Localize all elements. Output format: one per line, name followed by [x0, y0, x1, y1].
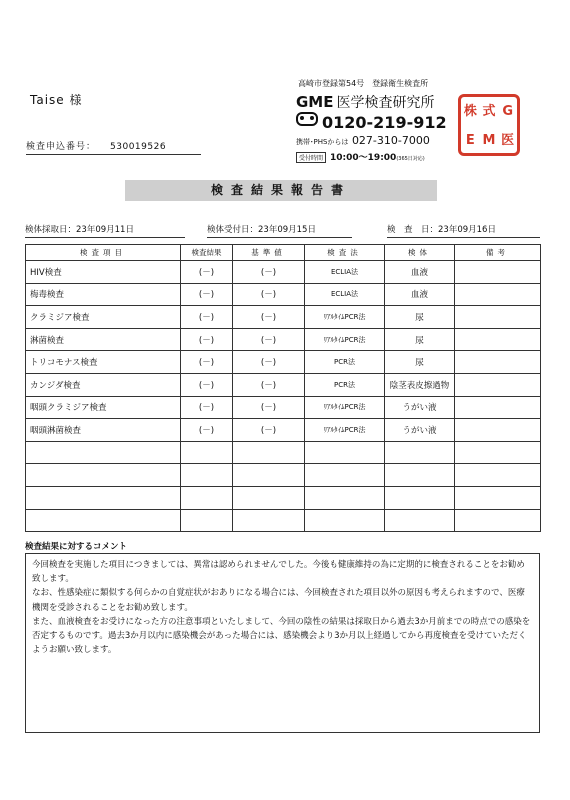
hours-time: 10:00～19:00: [330, 153, 397, 163]
table-row-empty: [26, 464, 541, 487]
cell-empty: [181, 464, 233, 487]
col-header-note: 備考: [455, 245, 541, 261]
table-header-row: [26, 245, 541, 261]
comment-paragraph: また、血液検査をお受けになった方の注意事項といたしまして、今回の陰性の結果は採取日から過去3か月前までの時点での感染を否定するものです。過去3か月以内に感染機会があった場合には、感染機会より3か月以上経過してから再度検査を受けていただくようお願い致します。: [32, 616, 531, 656]
cell-result: (－): [181, 283, 233, 306]
cell-result: (－): [181, 351, 233, 374]
date-tested: 検 査 日：23年09月16日: [387, 223, 540, 238]
cell-item: 咽頭淋菌検査: [26, 419, 181, 442]
lab-name-text: 医学検査研究所: [336, 95, 435, 111]
cell-item: HIV検査: [26, 261, 181, 284]
table-row: [26, 373, 541, 396]
cell-empty: [181, 509, 233, 532]
cell-specimen: 陰茎表皮擦過物: [385, 373, 455, 396]
seal-char: 医: [501, 133, 515, 148]
cell-note: [455, 328, 541, 351]
table-row: [26, 419, 541, 442]
cell-empty: [233, 509, 305, 532]
cell-item: 梅毒検査: [26, 283, 181, 306]
col-header-item: 検査項目: [26, 245, 181, 261]
cell-empty: [385, 509, 455, 532]
hours-note: (365日対応): [396, 156, 425, 162]
lab-mobile: [296, 134, 430, 147]
cell-note: [455, 351, 541, 374]
cell-empty: [233, 464, 305, 487]
cell-standard: (－): [233, 283, 305, 306]
seal-char: E: [465, 133, 475, 148]
cell-specimen: 血液: [385, 283, 455, 306]
col-header-method: 検査法: [305, 245, 385, 261]
cell-empty: [26, 464, 181, 487]
cell-item: クラミジア検査: [26, 306, 181, 329]
seal-char: 式: [482, 104, 496, 119]
cell-result: (－): [181, 419, 233, 442]
hours-tag: 受付時間: [296, 152, 326, 163]
cell-specimen: 尿: [385, 351, 455, 374]
cell-standard: (－): [233, 306, 305, 329]
cell-standard: (－): [233, 351, 305, 374]
cell-empty: [26, 486, 181, 509]
cell-note: [455, 306, 541, 329]
cell-empty: [455, 441, 541, 464]
table-row: [26, 328, 541, 351]
table-row: [26, 351, 541, 374]
cell-method: ﾘｱﾙﾀｲﾑPCR法: [305, 328, 385, 351]
lab-brand: GME: [296, 93, 334, 111]
lab-registration: 高崎市登録第54号 登録衛生検査所: [298, 79, 429, 88]
lab-mobile-label: 携帯･PHSからは: [296, 138, 349, 146]
lab-mobile-number: 027-310-7000: [351, 134, 430, 147]
company-seal: [458, 94, 520, 156]
cell-empty: [385, 441, 455, 464]
cell-note: [455, 261, 541, 284]
cell-empty: [181, 441, 233, 464]
comment-paragraph: なお、性感染症に類似する何らかの自覚症状がおありになる場合には、今回検査された項目以外の原因も考えられますので、医療機関を受診されることをお勧め致します。: [32, 588, 525, 613]
cell-empty: [305, 509, 385, 532]
cell-empty: [455, 486, 541, 509]
cell-empty: [455, 509, 541, 532]
cell-note: [455, 283, 541, 306]
table-row-empty: [26, 509, 541, 532]
cell-method: ﾘｱﾙﾀｲﾑPCR法: [305, 419, 385, 442]
cell-specimen: 尿: [385, 306, 455, 329]
cell-note: [455, 396, 541, 419]
cell-result: (－): [181, 328, 233, 351]
seal-char: M: [482, 133, 496, 148]
cell-standard: (－): [233, 261, 305, 284]
cell-item: カンジダ検査: [26, 373, 181, 396]
application-number-value: 530019526: [110, 142, 167, 152]
seal-char: G: [502, 104, 513, 119]
cell-specimen: うがい液: [385, 396, 455, 419]
table-row: [26, 261, 541, 284]
patient-name: Taise 様: [30, 93, 83, 107]
cell-empty: [233, 441, 305, 464]
cell-method: PCR法: [305, 373, 385, 396]
cell-empty: [26, 441, 181, 464]
col-header-specimen: 検体: [385, 245, 455, 261]
cell-item: 咽頭クラミジア検査: [26, 396, 181, 419]
table-row: [26, 396, 541, 419]
cell-empty: [305, 464, 385, 487]
cell-result: (－): [181, 396, 233, 419]
cell-empty: [385, 464, 455, 487]
cell-method: ﾘｱﾙﾀｲﾑPCR法: [305, 396, 385, 419]
cell-standard: (－): [233, 373, 305, 396]
cell-specimen: 尿: [385, 328, 455, 351]
lab-name: [296, 92, 435, 112]
cell-note: [455, 419, 541, 442]
col-header-result: 検査結果: [181, 245, 233, 261]
cell-empty: [305, 441, 385, 464]
lab-hours: [296, 150, 425, 163]
comment-paragraph: 今回検査を実施した項目につきましては、異常は認められませんでした。今後も健康維持の為に定期的に検査されることをお勧め致します。: [32, 560, 525, 585]
report-title: 検査結果報告書: [125, 180, 437, 201]
cell-empty: [305, 486, 385, 509]
table-row-empty: [26, 441, 541, 464]
cell-result: (－): [181, 261, 233, 284]
cell-result: (－): [181, 306, 233, 329]
cell-empty: [385, 486, 455, 509]
application-number-label: 検査申込番号：: [26, 142, 97, 152]
col-header-standard: 基準値: [233, 245, 305, 261]
cell-empty: [233, 486, 305, 509]
cell-method: ECLIA法: [305, 283, 385, 306]
application-number: [26, 139, 201, 155]
comment-title: 検査結果に対するコメント: [25, 542, 128, 552]
cell-method: ECLIA法: [305, 261, 385, 284]
cell-note: [455, 373, 541, 396]
table-row: [26, 306, 541, 329]
cell-specimen: うがい液: [385, 419, 455, 442]
lab-tel: [296, 112, 447, 132]
cell-standard: (－): [233, 396, 305, 419]
lab-tel-number: 0120-219-912: [322, 113, 447, 132]
date-collected: 検体採取日：23年09月11日: [25, 223, 185, 238]
cell-standard: (－): [233, 419, 305, 442]
results-table: [25, 244, 541, 532]
table-row: [26, 283, 541, 306]
cell-standard: (－): [233, 328, 305, 351]
cell-empty: [455, 464, 541, 487]
seal-char: 株: [463, 104, 477, 119]
cell-specimen: 血液: [385, 261, 455, 284]
date-received: 検体受付日：23年09月15日: [207, 223, 352, 238]
comment-box: [25, 553, 540, 733]
cell-method: ﾘｱﾙﾀｲﾑPCR法: [305, 306, 385, 329]
cell-empty: [26, 509, 181, 532]
cell-item: 淋菌検査: [26, 328, 181, 351]
freedial-icon: [296, 112, 318, 126]
cell-item: トリコモナス検査: [26, 351, 181, 374]
cell-result: (－): [181, 373, 233, 396]
cell-method: PCR法: [305, 351, 385, 374]
table-row-empty: [26, 486, 541, 509]
cell-empty: [181, 486, 233, 509]
